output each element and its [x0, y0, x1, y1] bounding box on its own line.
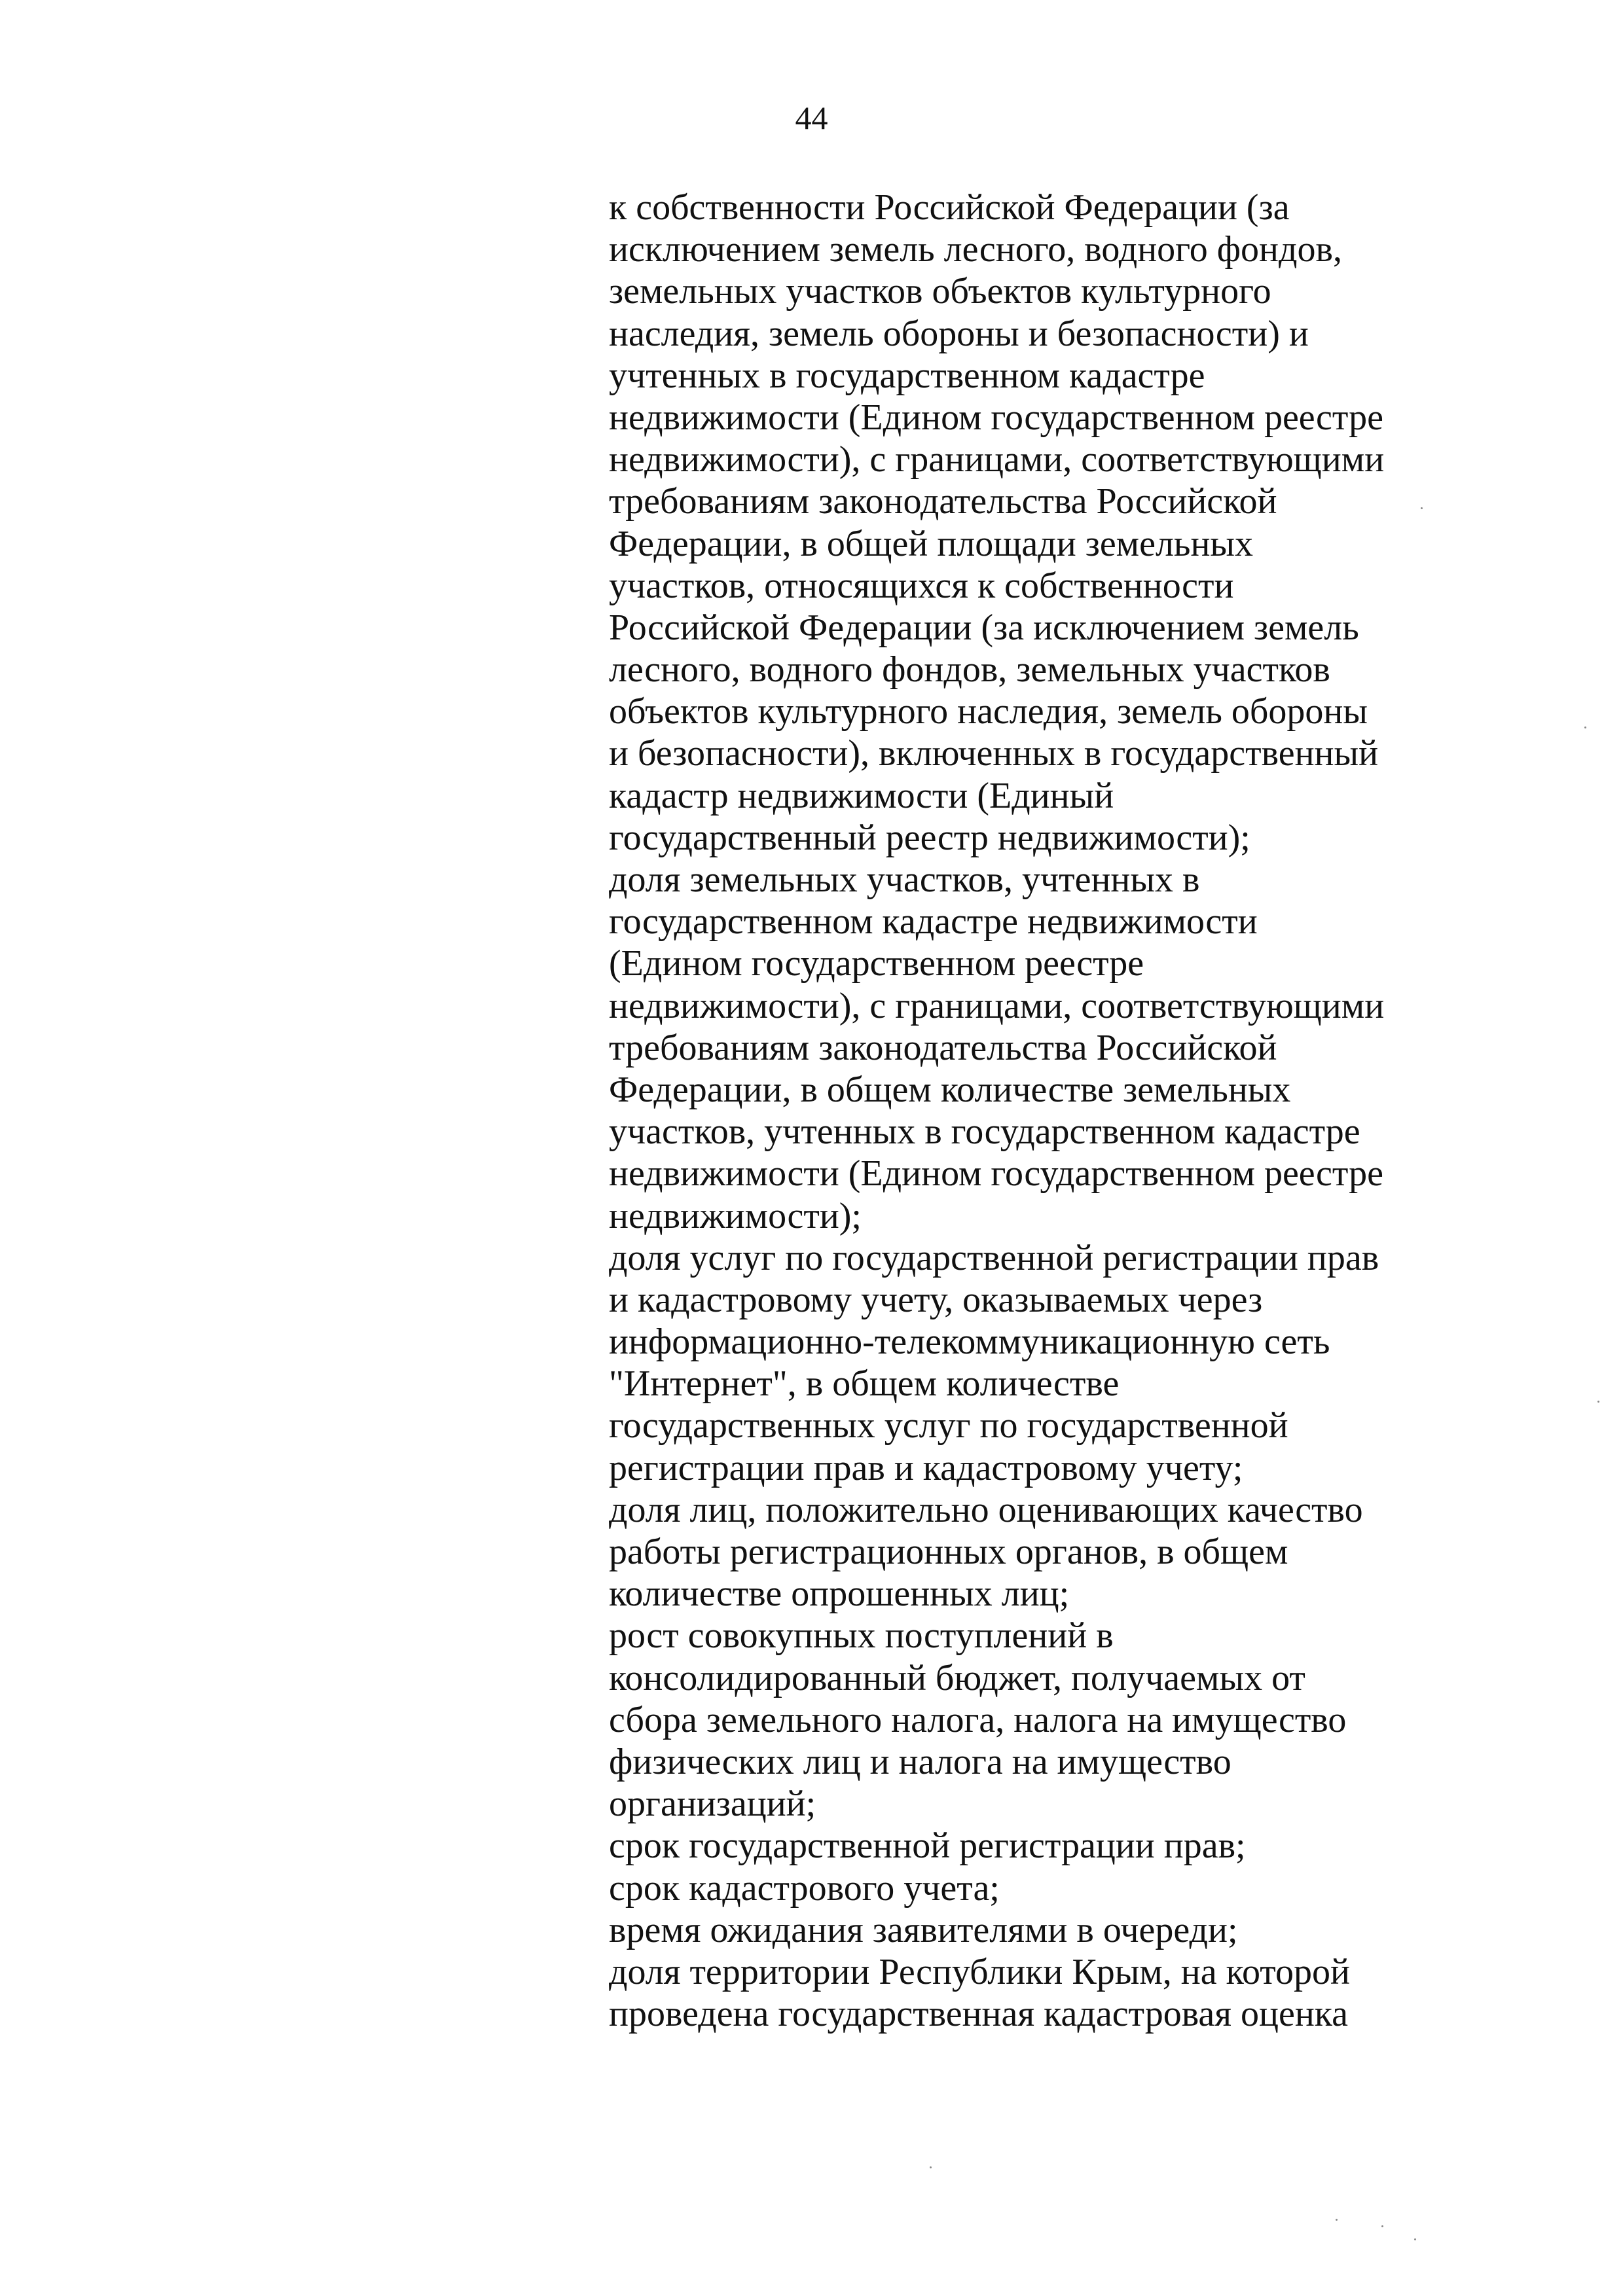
text-line: земельных участков объектов культурного — [609, 271, 1271, 312]
text-line: участков, учтенных в государственном кадастре — [609, 1111, 1360, 1153]
text-line: "Интернет", в общем количестве — [609, 1363, 1120, 1405]
text-line: срок государственной регистрации прав; — [609, 1825, 1246, 1867]
text-line: организаций; — [609, 1784, 816, 1825]
text-line: объектов культурного наследия, земель обороны — [609, 691, 1368, 732]
text-line: рост совокупных поступлений в — [609, 1615, 1114, 1657]
text-line: государственный реестр недвижимости); — [609, 817, 1250, 858]
scan-speck — [1597, 1401, 1599, 1403]
text-line: доля земельных участков, учтенных в — [609, 859, 1200, 900]
text-line: консолидированный бюджет, получаемых от — [609, 1657, 1305, 1698]
scan-speck — [1421, 507, 1423, 509]
text-line: исключением земель лесного, водного фондов, — [609, 229, 1342, 270]
text-line: количестве опрошенных лиц; — [609, 1573, 1070, 1615]
text-line: к собственности Российской Федерации (за — [609, 187, 1290, 228]
text-line: и безопасности), включенных в государственный — [609, 733, 1379, 774]
page-number: 44 — [795, 99, 828, 136]
text-line: требованиям законодательства Российской — [609, 481, 1277, 522]
scan-speck — [930, 2166, 932, 2168]
text-line: недвижимости); — [609, 1195, 862, 1236]
text-line: государственном кадастре недвижимости — [609, 901, 1258, 942]
text-line: информационно-телекоммуникационную сеть — [609, 1321, 1330, 1363]
text-line: физических лиц и налога на имущество — [609, 1741, 1231, 1782]
text-line: (Едином государственном реестре — [609, 943, 1144, 984]
text-line: доля территории Республики Крым, на которой — [609, 1951, 1350, 1992]
scan-speck — [1381, 2225, 1383, 2227]
text-line: Федерации, в общей площади земельных — [609, 523, 1254, 564]
text-line: Российской Федерации (за исключением земель — [609, 607, 1359, 648]
body-text — [609, 187, 1460, 2035]
text-line: кадастр недвижимости (Единый — [609, 775, 1114, 816]
text-line: учтенных в государственном кадастре — [609, 355, 1205, 396]
text-line: доля лиц, положительно оценивающих качество — [609, 1489, 1363, 1530]
text-line: государственных услуг по государственной — [609, 1405, 1288, 1446]
text-line: недвижимости), с границами, соответствующими — [609, 439, 1385, 480]
text-line: наследия, земель обороны и безопасности) и — [609, 313, 1309, 354]
text-line: требованиям законодательства Российской — [609, 1027, 1277, 1068]
text-line: Федерации, в общем количестве земельных — [609, 1069, 1291, 1110]
text-line: доля услуг по государственной регистрации прав — [609, 1237, 1379, 1278]
text-line: работы регистрационных органов, в общем — [609, 1532, 1288, 1572]
text-line: участков, относящихся к собственности — [609, 565, 1234, 606]
text-line: сбора земельного налога, налога на имущество — [609, 1699, 1347, 1740]
text-line: срок кадастрового учета; — [609, 1867, 1000, 1909]
text-line: регистрации прав и кадастровому учету; — [609, 1447, 1243, 1488]
scan-speck — [1414, 2238, 1416, 2240]
text-line: недвижимости (Едином государственном реестре — [609, 1153, 1383, 1194]
text-line: недвижимости (Едином государственном реестре — [609, 397, 1383, 438]
text-line: и кадастровому учету, оказываемых через — [609, 1279, 1263, 1320]
scan-speck — [1336, 2219, 1338, 2221]
text-line: недвижимости), с границами, соответствующими — [609, 985, 1385, 1026]
text-line: лесного, водного фондов, земельных участков — [609, 649, 1330, 691]
scan-speck — [1584, 726, 1586, 728]
text-line: время ожидания заявителями в очереди; — [609, 1909, 1238, 1950]
text-line: проведена государственная кадастровая оценка — [609, 1994, 1349, 2035]
